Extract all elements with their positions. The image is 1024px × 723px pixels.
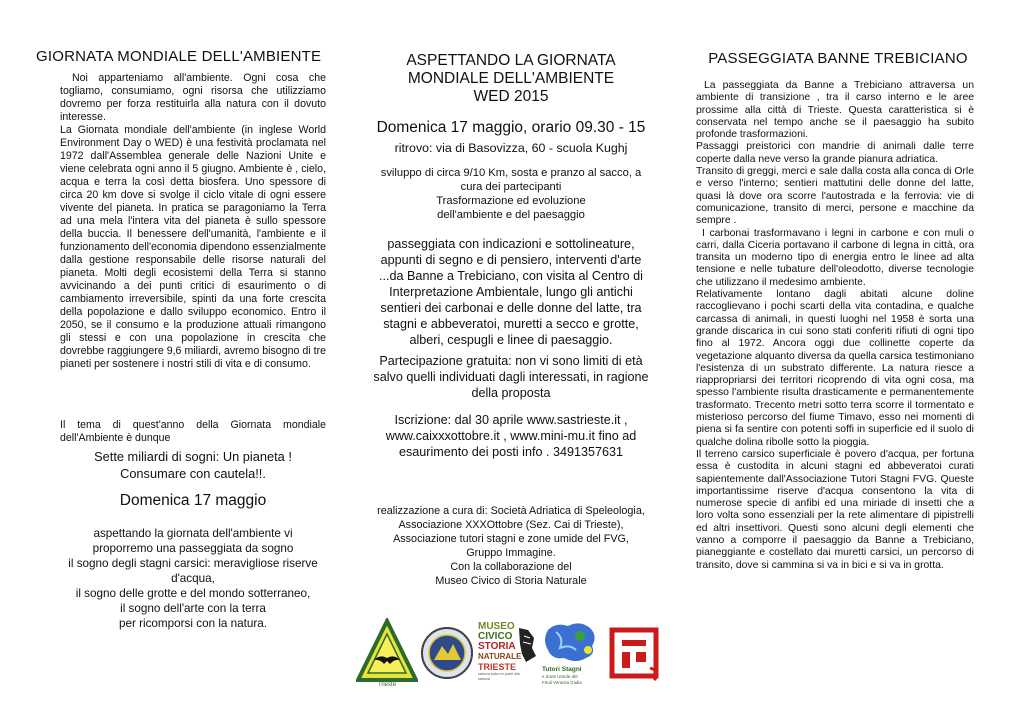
tutori-line: e Zone Umide del — [542, 674, 578, 679]
participation-line: salvo quelli individuati dagli interessati, in ragione — [373, 370, 649, 384]
col3-title: PASSEGGIATA BANNE TREBICIANO — [708, 50, 968, 67]
col3-paragraph: Il terreno carsico superficiale è povero d'acqua, per fortuna essa è custodita in alcuni stagni ed abbeveratoi curati sapientemente dall'Associazione Tutori Stagni FVG. Queste importantissime riserve d'acqua consentono la vita di numerose specie di anfibi ed una miriade di insetti che a loro volta sono essenziali per la rete alimentare di pipistrelli ed altri insettivori. Questi sono alcuni degli elementi che vanno a comporre il paesaggio da Banne a Trebiciano, pianeggiante e costellato dai muretti carsici, un percorso di transito, dove si cammina si va in bici e si va in grotta. — [696, 448, 974, 571]
registration-line: www.caixxxottobre.it , www.mini-mu.it fino ad — [385, 429, 637, 443]
participation-line: della proposta — [471, 386, 551, 400]
registration-line: esaurimento dei posti info . 3491357631 — [398, 445, 624, 459]
credits-line: Con la collaborazione del — [450, 561, 572, 573]
col3-paragraph: La passeggiata da Banne a Trebiciano attraversa un ambiente di transizione , tra il carso interno e le aree prossime alla città di Trieste. Questa caratteristica si è conservata nel tempo anche se il paesaggio ha subito profonde trasformazioni. — [696, 80, 974, 141]
info-line: cura dei partecipanti — [460, 181, 562, 193]
col1-paragraph-2: La Giornata mondiale dell'ambiente (in inglese World Environment Day o WED) è una festività proclamata nel 1972 dall'Assemblea generale delle Nazioni Unite e viene celebrata ogni anno il 5 giugno. Ambiente è , cielo, acqua e terra la così detta biosfera. Uno spessore di circa 20 km dove si svolge il ciclo vitale di ogni essere vivente del pianeta. In pratica se paragoniamo la Terra ad una mela l'intera vita del pianeta è sullo spessore della buccia. Il benessere dell'umanità, l'ambiente e il funzionamento dell'economia dipendono essenzialmente dalla gestione responsabile delle risorse naturali del pianeta. Molti degli ecosistemi della Terra si stanno avvicinando a dei punti critici di esaurimento o di cambiamento irreversibile, spinti da una forte crescita della popolazione e dallo sviluppo economico. Entro il 2050, se il consumo e la produzione attuali rimangono gli stessi e con una popolazione in crescita che dovrebbe raggiungere 9,6 miliardi, avremo bisogno di tre pianeti per sostenere i nostri stili di vita e di consumo. — [60, 124, 326, 370]
credits-line: Gruppo Immagine. — [466, 547, 556, 559]
title-line: WED 2015 — [473, 88, 549, 105]
credits-line: Museo Civico di Storia Naturale — [435, 575, 587, 587]
museo-line: TRIESTE — [478, 662, 517, 672]
tutori-line: Tutori Stagni — [542, 666, 582, 673]
event-date: Domenica 17 maggio, orario 09.30 - 15 — [376, 119, 646, 136]
gruppo-immagine-icon — [516, 626, 538, 664]
col1-invite — [60, 526, 326, 631]
col1-title: GIORNATA MONDIALE DELL'AMBIENTE — [36, 48, 322, 65]
museo-line: CIVICO — [478, 631, 513, 642]
partner-logos — [356, 618, 668, 692]
col3-paragraph: I carbonai trasformavano i legni in carbone e con muli o carri, dalla Ciceria portavano il carbone di legna in città, ora transita un moderno tipo di energia entro le linee ad alta tensione e nelle tubature dell'oleodotto, diverse tecnologie che utilizzano il medesimo ambiente. — [696, 227, 974, 288]
meeting-point: ritrovo: via di Basovizza, 60 - scuola Kughj — [394, 141, 628, 155]
invite-line: d'acqua, — [171, 572, 215, 585]
info-line: sviluppo di circa 9/10 Km, sosta e pranzo al sacco, a — [380, 167, 642, 179]
museo-subtitle: scienza tutta e in parte alla scienza — [478, 672, 520, 681]
museo-line: STORIA — [478, 641, 516, 652]
title-line: MONDIALE DELL'AMBIENTE — [407, 70, 615, 87]
sas-logo-text: Trieste — [377, 682, 397, 688]
walk-line: Interpretazione Ambientale, lungo gli antichi — [389, 285, 633, 299]
info-line: dell'ambiente e del paesaggio — [437, 209, 585, 221]
invite-line: il sogno degli stagni carsici: meravigliose riserve — [68, 557, 318, 570]
col3-body — [696, 80, 974, 572]
col3-paragraph: Passaggi preistorici con mandrie di animali dalle terre coperte dalla neve verso la grande pianura adriatica. — [696, 141, 974, 165]
credits-line: realizzazione a cura di: Società Adriatica di Speleologia, — [377, 505, 645, 517]
registration-line: Iscrizione: dal 30 aprile www.sastrieste.it , — [394, 413, 628, 427]
walk-line: stagni e abbeveratoi, muretti a secco e grotte, — [383, 317, 639, 331]
invite-line: per ricomporsi con la natura. — [118, 617, 268, 630]
walk-line: sentieri dei carbonai e delle donne del latte, tra — [380, 301, 642, 315]
museo-line: NATURALE — [478, 652, 522, 661]
col1-slogan: Sette miliardi di sogni: Un pianeta ! Consumare con cautela!!. — [94, 449, 292, 481]
invite-line: il sogno delle grotte e del mondo sotterraneo, — [75, 587, 311, 600]
museo-line: MUSEO — [478, 621, 515, 632]
red-square-logo-icon — [608, 624, 662, 682]
credits-line: Associazione tutori stagni e zone umide del FVG, — [393, 533, 629, 545]
info-line: Trasformazione ed evoluzione — [436, 195, 586, 207]
walk-description — [352, 236, 670, 348]
participation-line: Partecipazione gratuita: non vi sono limiti di età — [379, 354, 643, 368]
credits-line: Associazione XXXOttobre (Sez. Cai di Trieste), — [398, 519, 624, 531]
credits — [352, 504, 670, 588]
invite-line: aspettando la giornata dell'ambiente vi — [93, 527, 293, 540]
walk-line: appunti di segno e di pensiero, interventi d'arte — [380, 253, 642, 267]
tutori-stagni-map-icon — [542, 620, 600, 666]
walk-line: ...da Banne a Trebiciano, con visita al Centro di — [379, 269, 643, 283]
col2-title — [352, 52, 670, 106]
invite-line: proporremo una passeggiata da sogno — [92, 542, 294, 555]
sas-logo-icon — [356, 618, 418, 688]
participation-note — [352, 353, 670, 401]
col1-tema: Il tema di quest'anno della Giornata mondiale dell'Ambiente è dunque — [60, 419, 326, 444]
col3-paragraph: Relativamente lontano dagli abitati alcune doline raccoglievano i pochi scarti della vita contadina, e qualche carcassa di animali, in questi luoghi nel 1958 è sorta una grande discarica in cui sono stati conferiti rifiuti di ogni tipo fino al 1972. Ancora oggi due collinette coperte da vegetazione alquanto diversa da quella carsica testimoniano l'esistenza di un substrato differente. La natura riesce a riappropriarsi dei territori ricoprendo di vita ogni cosa, ma spesso l'ambiente risulta drasticamente e permanentemente trasformato. Trecento metri sotto terra scorre il tormentato e misterioso percorso del fiume Timavo, esso nei momenti di piena si fa sentire con potenti soffi in superficie ed il suolo di qualche dolina ribolle sotto la pioggia. — [696, 289, 974, 448]
col1-paragraph-1: Noi apparteniamo all'ambiente. Ogni cosa che togliamo, consumiamo, ogni risorsa che utilizziamo dovremo per forza restituirla alla natura con il dovuto interesse. — [60, 72, 326, 123]
col3-paragraph: Transito di greggi, merci e sale dalla costa alla conca di Orle e verso l'interno; sentieri mattutini delle donne del latte, quasi là dove ora scorre l'autostrada e la ferrovia: vie di comunicazione, transito di merci, persone e macchine da sempre . — [696, 166, 974, 227]
title-line: ASPETTANDO LA GIORNATA — [406, 52, 616, 69]
walk-line: passeggiata con indicazioni e sottolineature, — [387, 237, 635, 251]
col1-body — [60, 72, 326, 371]
tutori-stagni-logo-text — [542, 666, 606, 686]
tutori-line: Friuli Venezia Giulia — [542, 680, 582, 685]
col1-date-heading: Domenica 17 maggio — [119, 492, 267, 509]
invite-line: il sogno dell'arte con la terra — [120, 602, 266, 615]
walk-line: alberi, cespugli e linee di paesaggio. — [409, 333, 613, 347]
registration-info — [352, 412, 670, 460]
xxx-ottobre-seal-icon — [420, 624, 474, 682]
event-info — [352, 166, 670, 222]
